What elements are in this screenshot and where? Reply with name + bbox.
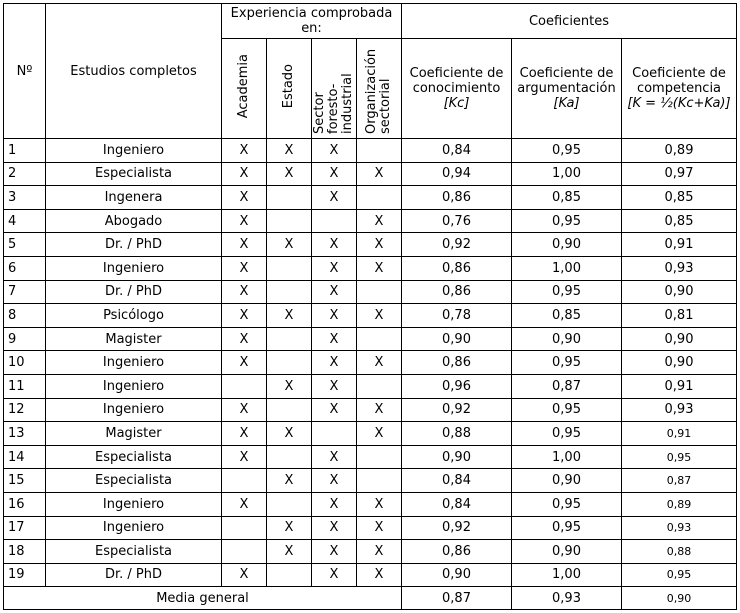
row-number: 15 <box>4 469 46 493</box>
row-sector-mark: X <box>312 563 357 587</box>
header-estado: Estado <box>267 39 312 139</box>
table-row <box>4 492 737 516</box>
row-estado-mark: X <box>267 374 312 398</box>
row-kc-value: 0,96 <box>402 374 512 398</box>
row-number: 5 <box>4 233 46 257</box>
row-ka-value: 0,95 <box>512 422 622 446</box>
table-row <box>4 139 737 163</box>
table-row <box>4 186 737 210</box>
row-academia-mark: X <box>222 186 267 210</box>
row-academia-mark: X <box>222 563 267 587</box>
row-academia-mark <box>222 516 267 540</box>
row-estudios: Psicólogo <box>46 304 222 328</box>
row-ka-value: 0,95 <box>512 516 622 540</box>
row-organizacion-mark: X <box>357 492 402 516</box>
table-row <box>4 445 737 469</box>
row-sector-mark: X <box>312 374 357 398</box>
footer-k: 0,90 <box>622 587 737 610</box>
row-number: 10 <box>4 351 46 375</box>
row-sector-mark: X <box>312 540 357 564</box>
row-kc-value: 0,86 <box>402 256 512 280</box>
row-estudios: Dr. / PhD <box>46 280 222 304</box>
row-sector-mark: X <box>312 186 357 210</box>
row-organizacion-mark <box>357 280 402 304</box>
row-kc-value: 0,84 <box>402 469 512 493</box>
row-estado-mark: X <box>267 422 312 446</box>
row-organizacion-mark: X <box>357 162 402 186</box>
row-sector-mark: X <box>312 280 357 304</box>
table-row <box>4 304 737 328</box>
row-estudios: Ingeniero <box>46 398 222 422</box>
row-ka-value: 0,95 <box>512 280 622 304</box>
row-estudios: Ingenera <box>46 186 222 210</box>
table-row <box>4 469 737 493</box>
row-sector-mark: X <box>312 162 357 186</box>
row-ka-value: 0,90 <box>512 327 622 351</box>
row-kc-value: 0,92 <box>402 398 512 422</box>
row-k-value: 0,93 <box>622 398 737 422</box>
row-estado-mark <box>267 256 312 280</box>
row-ka-value: 0,85 <box>512 304 622 328</box>
row-estado-mark <box>267 327 312 351</box>
row-ka-value: 0,95 <box>512 492 622 516</box>
row-estado-mark <box>267 398 312 422</box>
header-experiencia: Experiencia comprobada en: <box>222 4 402 39</box>
row-sector-mark: X <box>312 398 357 422</box>
row-estado-mark: X <box>267 304 312 328</box>
row-k-value: 0,81 <box>622 304 737 328</box>
row-k-value: 0,90 <box>622 351 737 375</box>
row-sector-mark: X <box>312 469 357 493</box>
row-academia-mark: X <box>222 139 267 163</box>
row-k-value: 0,87 <box>622 469 737 493</box>
row-number: 18 <box>4 540 46 564</box>
row-academia-mark: X <box>222 280 267 304</box>
row-organizacion-mark: X <box>357 233 402 257</box>
row-organizacion-mark: X <box>357 398 402 422</box>
row-academia-mark: X <box>222 445 267 469</box>
row-estado-mark <box>267 492 312 516</box>
row-estado-mark <box>267 209 312 233</box>
row-number: 6 <box>4 256 46 280</box>
row-sector-mark: X <box>312 492 357 516</box>
row-estado-mark <box>267 351 312 375</box>
row-ka-value: 0,87 <box>512 374 622 398</box>
row-ka-value: 0,85 <box>512 186 622 210</box>
row-organizacion-mark: X <box>357 351 402 375</box>
row-estudios: Especialista <box>46 162 222 186</box>
row-kc-value: 0,94 <box>402 162 512 186</box>
row-kc-value: 0,90 <box>402 327 512 351</box>
row-sector-mark: X <box>312 516 357 540</box>
row-estudios: Dr. / PhD <box>46 563 222 587</box>
table-row <box>4 563 737 587</box>
row-estudios: Ingeniero <box>46 139 222 163</box>
row-organizacion-mark: X <box>357 563 402 587</box>
row-kc-value: 0,86 <box>402 280 512 304</box>
row-organizacion-mark <box>357 139 402 163</box>
row-k-value: 0,91 <box>622 233 737 257</box>
row-academia-mark: X <box>222 304 267 328</box>
row-estado-mark <box>267 280 312 304</box>
row-estudios: Dr. / PhD <box>46 233 222 257</box>
row-academia-mark <box>222 374 267 398</box>
table-row <box>4 351 737 375</box>
row-number: 4 <box>4 209 46 233</box>
row-organizacion-mark: X <box>357 256 402 280</box>
table-row <box>4 516 737 540</box>
row-kc-value: 0,86 <box>402 351 512 375</box>
row-academia-mark: X <box>222 209 267 233</box>
table-row <box>4 280 737 304</box>
row-estudios: Ingeniero <box>46 374 222 398</box>
row-academia-mark: X <box>222 492 267 516</box>
row-number: 16 <box>4 492 46 516</box>
row-sector-mark: X <box>312 256 357 280</box>
row-k-value: 0,85 <box>622 186 737 210</box>
row-number: 11 <box>4 374 46 398</box>
row-estudios: Abogado <box>46 209 222 233</box>
header-organizacion: Organización sectorial <box>357 39 402 139</box>
row-organizacion-mark: X <box>357 209 402 233</box>
row-k-value: 0,93 <box>622 256 737 280</box>
row-number: 9 <box>4 327 46 351</box>
row-k-value: 0,89 <box>622 139 737 163</box>
footer-ka: 0,93 <box>512 587 622 610</box>
row-estado-mark <box>267 563 312 587</box>
row-academia-mark: X <box>222 327 267 351</box>
table-row <box>4 256 737 280</box>
row-estado-mark: X <box>267 516 312 540</box>
row-ka-value: 0,95 <box>512 139 622 163</box>
row-kc-value: 0,84 <box>402 139 512 163</box>
row-number: 13 <box>4 422 46 446</box>
row-estado-mark: X <box>267 469 312 493</box>
table-row <box>4 209 737 233</box>
row-number: 7 <box>4 280 46 304</box>
table-row <box>4 233 737 257</box>
row-academia-mark: X <box>222 422 267 446</box>
row-academia-mark: X <box>222 233 267 257</box>
footer-label: Media general <box>4 587 402 610</box>
row-academia-mark: X <box>222 398 267 422</box>
row-organizacion-mark <box>357 327 402 351</box>
row-organizacion-mark: X <box>357 304 402 328</box>
row-ka-value: 1,00 <box>512 162 622 186</box>
row-k-value: 0,95 <box>622 445 737 469</box>
row-estado-mark: X <box>267 162 312 186</box>
row-number: 17 <box>4 516 46 540</box>
row-estado-mark: X <box>267 233 312 257</box>
row-ka-value: 0,90 <box>512 469 622 493</box>
row-ka-value: 0,90 <box>512 540 622 564</box>
row-academia-mark: X <box>222 256 267 280</box>
row-k-value: 0,90 <box>622 327 737 351</box>
header-num: Nº <box>4 4 46 139</box>
row-number: 1 <box>4 139 46 163</box>
row-ka-value: 1,00 <box>512 256 622 280</box>
row-sector-mark: X <box>312 233 357 257</box>
row-k-value: 0,91 <box>622 422 737 446</box>
header-estudios: Estudios completos <box>46 4 222 139</box>
row-estudios: Ingeniero <box>46 492 222 516</box>
row-ka-value: 0,90 <box>512 233 622 257</box>
header-sector: Sector foresto-industrial <box>312 39 357 139</box>
row-organizacion-mark <box>357 374 402 398</box>
row-estudios: Ingeniero <box>46 256 222 280</box>
row-academia-mark: X <box>222 351 267 375</box>
row-estudios: Ingeniero <box>46 516 222 540</box>
row-ka-value: 0,95 <box>512 209 622 233</box>
row-k-value: 0,97 <box>622 162 737 186</box>
row-estudios: Especialista <box>46 540 222 564</box>
row-k-value: 0,88 <box>622 540 737 564</box>
table-row <box>4 422 737 446</box>
row-ka-value: 1,00 <box>512 445 622 469</box>
row-estudios: Magister <box>46 327 222 351</box>
table-row <box>4 540 737 564</box>
row-academia-mark: X <box>222 162 267 186</box>
header-k: Coeficiente de competencia [K = ½(Kc+Ka)] <box>622 39 737 139</box>
row-estado-mark: X <box>267 540 312 564</box>
header-academia: Academia <box>222 39 267 139</box>
row-organizacion-mark <box>357 469 402 493</box>
row-organizacion-mark: X <box>357 540 402 564</box>
row-kc-value: 0,78 <box>402 304 512 328</box>
row-kc-value: 0,76 <box>402 209 512 233</box>
row-k-value: 0,93 <box>622 516 737 540</box>
table-row <box>4 162 737 186</box>
row-kc-value: 0,84 <box>402 492 512 516</box>
row-kc-value: 0,90 <box>402 563 512 587</box>
row-k-value: 0,89 <box>622 492 737 516</box>
row-kc-value: 0,92 <box>402 233 512 257</box>
table-row <box>4 398 737 422</box>
competence-coefficients-table <box>3 3 737 610</box>
row-k-value: 0,85 <box>622 209 737 233</box>
row-estudios: Ingeniero <box>46 351 222 375</box>
row-sector-mark <box>312 209 357 233</box>
row-estado-mark <box>267 445 312 469</box>
table-row <box>4 374 737 398</box>
row-ka-value: 0,95 <box>512 351 622 375</box>
row-sector-mark: X <box>312 304 357 328</box>
row-sector-mark: X <box>312 351 357 375</box>
row-organizacion-mark: X <box>357 516 402 540</box>
table-row <box>4 327 737 351</box>
row-sector-mark: X <box>312 327 357 351</box>
row-kc-value: 0,92 <box>402 516 512 540</box>
row-sector-mark <box>312 422 357 446</box>
row-number: 2 <box>4 162 46 186</box>
row-number: 3 <box>4 186 46 210</box>
row-number: 14 <box>4 445 46 469</box>
row-number: 8 <box>4 304 46 328</box>
row-k-value: 0,95 <box>622 563 737 587</box>
row-ka-value: 1,00 <box>512 563 622 587</box>
row-estudios: Especialista <box>46 469 222 493</box>
row-estado-mark <box>267 186 312 210</box>
row-number: 12 <box>4 398 46 422</box>
row-organizacion-mark: X <box>357 422 402 446</box>
header-kc: Coeficiente de conocimiento [Kc] <box>402 39 512 139</box>
row-organizacion-mark <box>357 186 402 210</box>
row-academia-mark <box>222 469 267 493</box>
header-ka: Coeficiente de argumentación [Ka] <box>512 39 622 139</box>
header-coeficientes: Coeficientes <box>402 4 737 39</box>
row-number: 19 <box>4 563 46 587</box>
row-kc-value: 0,90 <box>402 445 512 469</box>
row-k-value: 0,91 <box>622 374 737 398</box>
row-kc-value: 0,86 <box>402 186 512 210</box>
footer-kc: 0,87 <box>402 587 512 610</box>
row-organizacion-mark <box>357 445 402 469</box>
row-estado-mark: X <box>267 139 312 163</box>
row-estudios: Magister <box>46 422 222 446</box>
row-sector-mark: X <box>312 445 357 469</box>
row-kc-value: 0,86 <box>402 540 512 564</box>
row-ka-value: 0,95 <box>512 398 622 422</box>
row-k-value: 0,90 <box>622 280 737 304</box>
row-sector-mark: X <box>312 139 357 163</box>
footer-row <box>4 587 737 610</box>
row-kc-value: 0,88 <box>402 422 512 446</box>
row-estudios: Especialista <box>46 445 222 469</box>
row-academia-mark <box>222 540 267 564</box>
